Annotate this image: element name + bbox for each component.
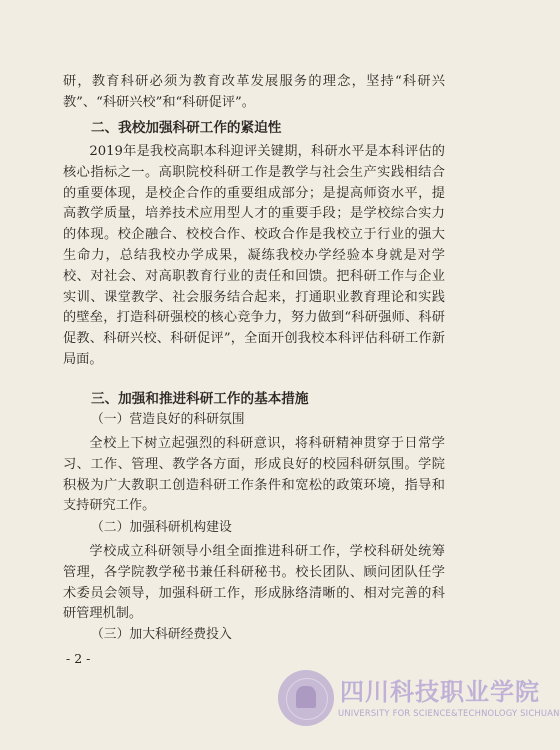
paragraph-institution: 学校成立科研领导小组全面推进科研工作，学校科研处统筹管理，各学院教学秘书兼任科研秘书。校长团队、顾问团队任学术委员会领导，加强科研工作，形成脉络清晰的、相对完善的科研管理机制。 — [63, 544, 445, 622]
subheading-institution: （二）加强科研机构建设 — [91, 520, 232, 535]
university-logo — [278, 670, 560, 740]
university-seal-icon — [278, 670, 334, 726]
subheading-funding: （三）加大科研经费投入 — [91, 627, 232, 642]
logo-name-english: UNIVERSITY FOR SCIENCE&TECHNOLOGY SICHUAN — [338, 708, 560, 718]
paragraph-continuation: 研，教育科研必须为教育改革发展服务的理念，坚持“科研兴教”、“科研兴校”和“科研促评”。 — [63, 74, 445, 110]
paragraph-atmosphere: 全校上下树立起强烈的科研意识，将科研精神贯穿于日常学习、工作、管理、教学各方面，形成良好的校园科研氛围。学院积极为广大教职工创造科研工作条件和宽松的政策环境，指导和支持研究工作。 — [63, 436, 445, 514]
heading-urgency: 二、我校加强科研工作的紧迫性 — [91, 120, 282, 136]
heading-measures: 三、加强和推进科研工作的基本措施 — [91, 391, 309, 407]
page-number: - 2 - — [66, 651, 91, 666]
subheading-atmosphere: （一）营造良好的科研氛围 — [91, 412, 245, 427]
logo-name-chinese: 四川科技职业学院 — [340, 678, 540, 706]
paragraph-urgency: 2019年是我校高职本科迎评关键期，科研水平是本科评估的核心指标之一。高职院校科研工作是教学与社会生产实践相结合的重要体现，是校企合作的重要组成部分；是提高师资水平，提高教学质量，培养技术应用型人才的重要手段；是学校综合实力的体现。校企融合、校校合作、校政合作是我校立于行业的强大生命力，总结我校办学成果，凝练我校办学经验本身就是对学校、对社会、对高职教育行业的责任和回馈。把科研工作与企业实训、课堂教学、社会服务结合起来，打通职业教育理论和实践的壁垒，打造科研强校的核心竞争力，努力做到“科研强师、科研促教、科研兴校、科研促评”，全面开创我校本科评估科研工作新局面。 — [63, 144, 445, 367]
